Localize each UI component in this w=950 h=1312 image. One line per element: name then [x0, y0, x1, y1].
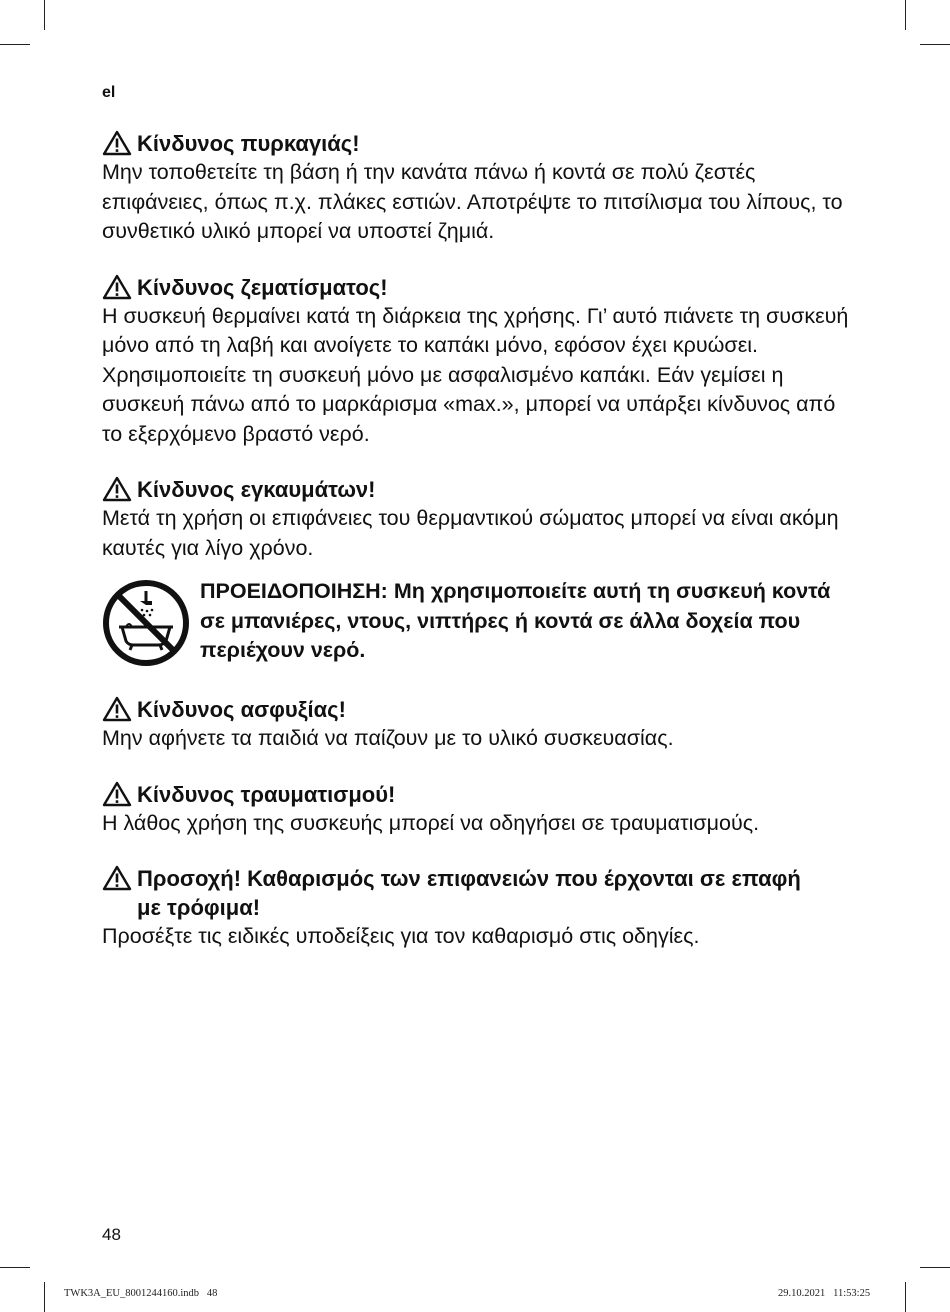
footer-timestamp: 29.10.2021 11:53:25 — [778, 1288, 871, 1299]
crop-mark — [905, 0, 906, 30]
safety-section-scalding — [102, 273, 850, 450]
section-body: Η λάθος χρήση της συσκευής μπορεί να οδηγήσει σε τραυματισμούς. — [102, 810, 760, 835]
page-number: 48 — [102, 1225, 121, 1244]
warning-triangle-icon — [102, 130, 132, 156]
crop-mark — [920, 44, 950, 45]
crop-mark — [0, 44, 30, 45]
crop-mark — [0, 1267, 30, 1268]
crop-mark — [905, 1282, 906, 1312]
no-bathtub-icon — [102, 579, 190, 667]
safety-content — [102, 129, 850, 978]
language-code: el — [102, 84, 116, 101]
section-heading — [102, 780, 850, 809]
crop-mark — [920, 1267, 950, 1268]
safety-section-burns — [102, 475, 850, 563]
crop-mark — [44, 0, 45, 30]
safety-section-suffocation — [102, 695, 850, 754]
section-heading-text: Κίνδυνος τραυματισμού! — [137, 781, 396, 807]
section-heading — [102, 864, 850, 922]
section-heading-text: Προσοχή! Καθαρισμός των επιφανειών που έρχονται σε επαφή με τρόφιμα! — [137, 866, 801, 920]
warning-triangle-icon — [102, 696, 132, 722]
section-body: Η συσκευή θερμαίνει κατά τη διάρκεια της χρήσης. Γι’ αυτό πιάνετε τη συσκευή μόνο από τη λαβή και ανοίγετε το καπάκι μόνο, εφόσον έχει κρυώσει. Χρησιμοποιείτε τη συσκευή μόνο με ασφαλισμένο καπάκι. Εάν γεμίσει η συσκευή πάνω από το μαρκάρισμα «max.», μπορεί να υπάρξει κίνδυνος από το εξερχόμενο βραστό νερό. — [102, 303, 849, 446]
section-heading-text: Κίνδυνος πυρκαγιάς! — [137, 131, 360, 156]
section-heading — [102, 129, 850, 158]
section-heading — [102, 475, 850, 504]
warning-triangle-icon — [102, 865, 132, 891]
warning-triangle-icon — [102, 274, 132, 300]
section-body: Μην αφήνετε τα παιδιά να παίζουν με το υλικό συσκευασίας. — [102, 726, 674, 750]
safety-section-fire — [102, 129, 850, 247]
section-heading — [102, 695, 850, 724]
safety-section-food-contact — [102, 864, 850, 952]
section-heading-text: Κίνδυνος ασφυξίας! — [137, 697, 346, 722]
safety-section-injury — [102, 780, 850, 839]
section-body: Μετά τη χρήση οι επιφάνειες του θερμαντικού σώματος μπορεί να είναι ακόμη καυτές για λίγο χρόνο. — [102, 506, 839, 560]
water-warning-text: ΠΡΟΕΙΔΟΠΟΙΗΣΗ: Μη χρησιμοποιείτε αυτή τη συσκευή κοντά σε μπανιέρες, ντους, νιπτήρες ή κοντά σε άλλα δοχεία που περιέχουν νερό. — [200, 579, 831, 662]
section-heading-text: Κίνδυνος ζεματίσματος! — [137, 274, 388, 300]
warning-triangle-icon — [102, 476, 132, 502]
footer-file-info: TWK3A_EU_8001244160.indb 48 — [64, 1288, 218, 1299]
water-warning-notice — [102, 577, 850, 667]
crop-mark — [44, 1282, 45, 1312]
warning-triangle-icon — [102, 781, 132, 807]
section-body: Μην τοποθετείτε τη βάση ή την κανάτα πάνω ή κοντά σε πολύ ζεστές επιφάνειες, όπως π.χ. πλάκες εστιών. Αποτρέψτε το πιτσίλισμα του λίπους, το συνθετικό υλικό μπορεί να υποστεί ζημιά. — [102, 160, 843, 243]
section-heading — [102, 273, 850, 302]
section-heading-text: Κίνδυνος εγκαυμάτων! — [137, 477, 376, 502]
section-body: Προσέξτε τις ειδικές υποδείξεις για τον καθαρισμό στις οδηγίες. — [102, 924, 700, 948]
